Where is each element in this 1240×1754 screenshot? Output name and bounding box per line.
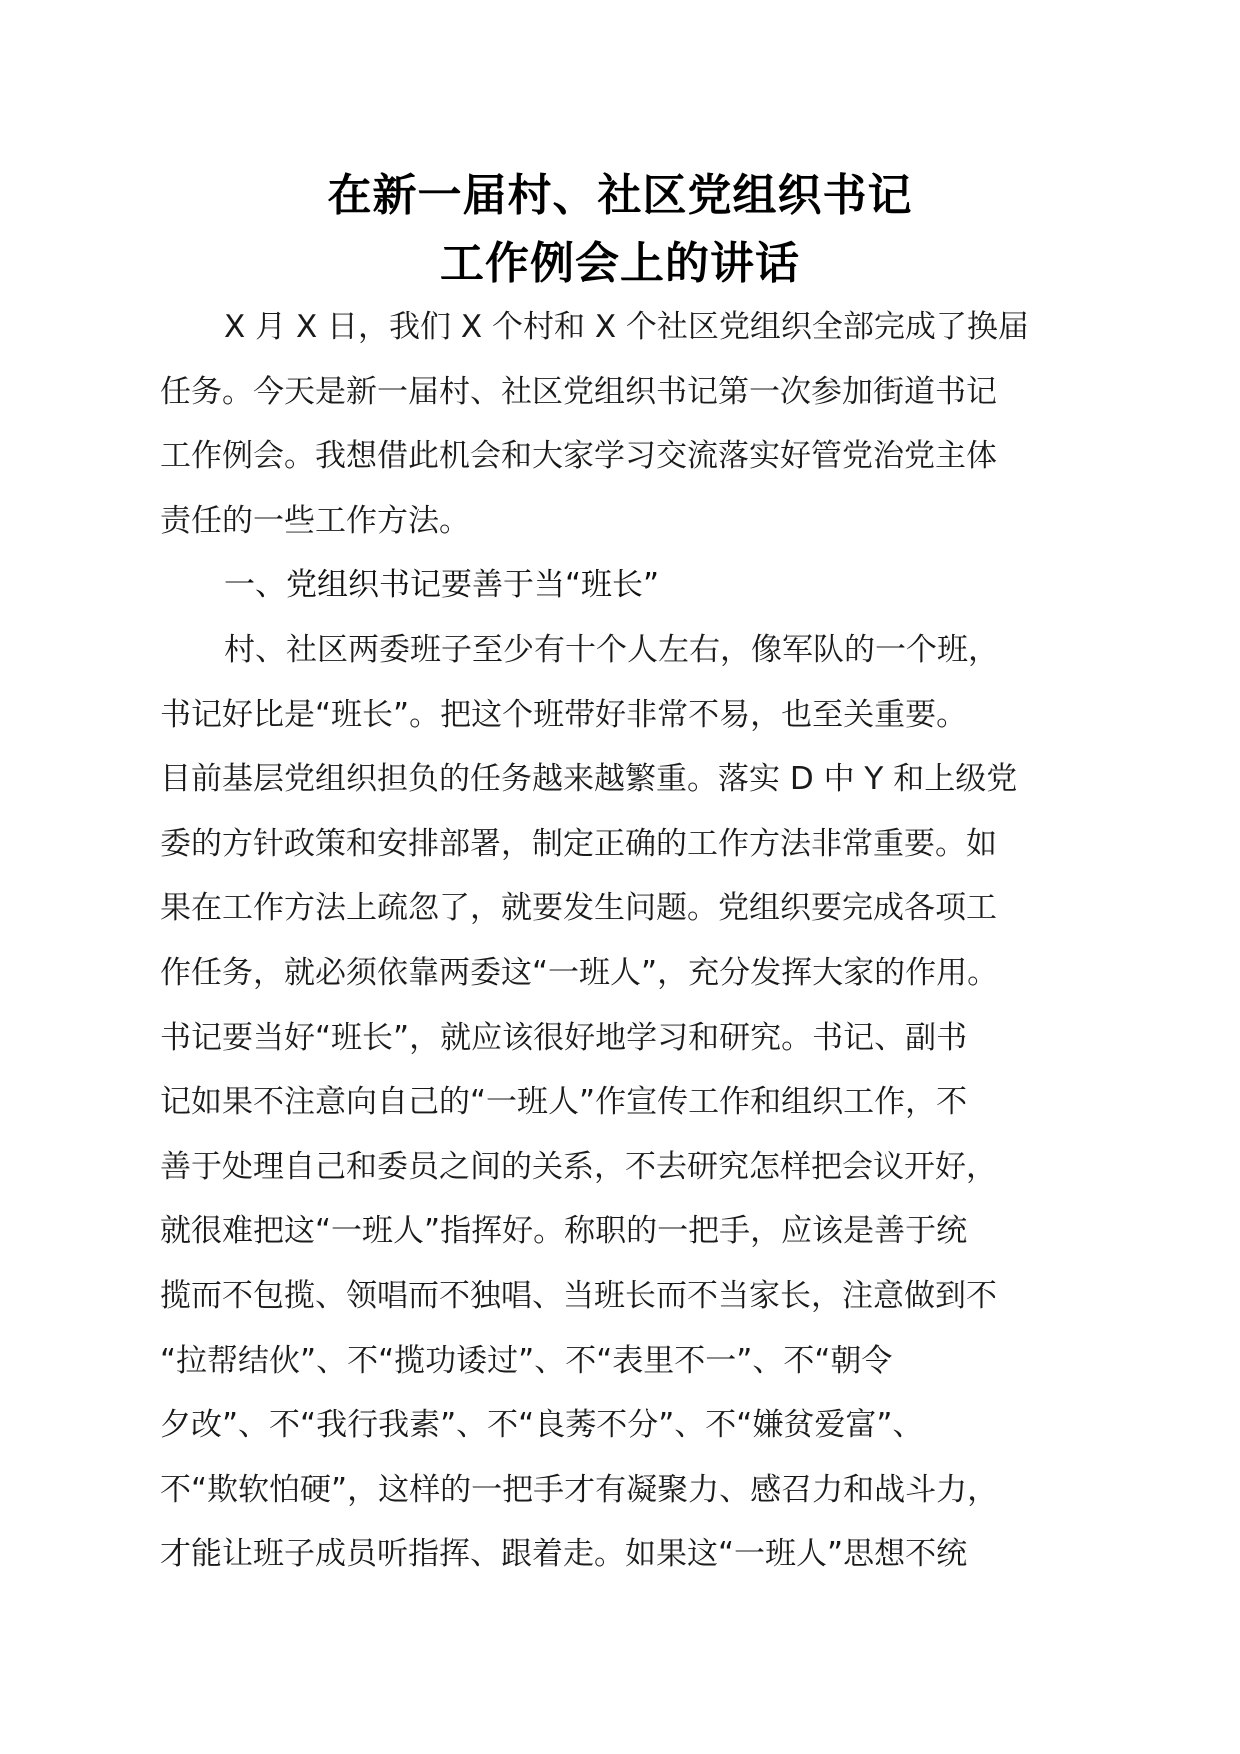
paragraph-line: 记如果不注意向自己的“一班人”作宣传工作和组织工作，不: [160, 1084, 968, 1121]
paragraph-line: 揽而不包揽、领唱而不独唱、当班长而不当家长，注意做到不: [160, 1277, 997, 1314]
paragraph-line: X 月 X 日，我们 X 个村和 X 个社区党组织全部完成了换届: [224, 309, 1029, 345]
paragraph-line: 才能让班子成员听指挥、跟着走。如果这“一班人”思想不统: [160, 1536, 968, 1573]
paragraph-line: 作任务，就必须依靠两委这“一班人”，充分发挥大家的作用。: [160, 954, 999, 991]
paragraph-line: 善于处理自己和委员之间的关系，不去研究怎样把会议开好，: [160, 1148, 997, 1185]
paragraph-line: “拉帮结伙”、不“揽功诿过”、不“表里不一”、不“朝令: [160, 1342, 893, 1379]
paragraph-line: 责任的一些工作方法。: [160, 502, 470, 539]
paragraph-line: 村、社区两委班子至少有十个人左右，像军队的一个班，: [224, 631, 999, 668]
document-body: [160, 295, 1120, 1587]
paragraph-line: 工作例会。我想借此机会和大家学习交流落实好管党治党主体: [160, 438, 997, 475]
paragraph-line: 目前基层党组织担负的任务越来越繁重。落实 D 中 Y 和上级党: [160, 761, 1018, 798]
title-line-2: 工作例会上的讲话: [440, 238, 800, 289]
title-line-1: 在新一届村、社区党组织书记: [327, 170, 913, 221]
paragraph-line: 书记好比是“班长”。把这个班带好非常不易，也至关重要。: [160, 696, 968, 733]
section-heading: 一、党组织书记要善于当“班长”: [224, 567, 660, 604]
paragraph-line: 就很难把这“一班人”指挥好。称职的一把手，应该是善于统: [160, 1213, 968, 1250]
paragraph-line: 果在工作方法上疏忽了，就要发生问题。党组织要完成各项工: [160, 890, 997, 927]
paragraph-line: 书记要当好“班长”，就应该很好地学习和研究。书记、副书: [160, 1019, 968, 1056]
paragraph-line: 夕改”、不“我行我素”、不“良莠不分”、不“嫌贫爱富”、: [160, 1407, 924, 1444]
paragraph-line: 不“欺软怕硬”，这样的一把手才有凝聚力、感召力和战斗力，: [160, 1471, 999, 1508]
paragraph-line: 委的方针政策和安排部署，制定正确的工作方法非常重要。如: [160, 825, 997, 862]
paragraph-line: 任务。今天是新一届村、社区党组织书记第一次参加街道书记: [160, 373, 997, 410]
